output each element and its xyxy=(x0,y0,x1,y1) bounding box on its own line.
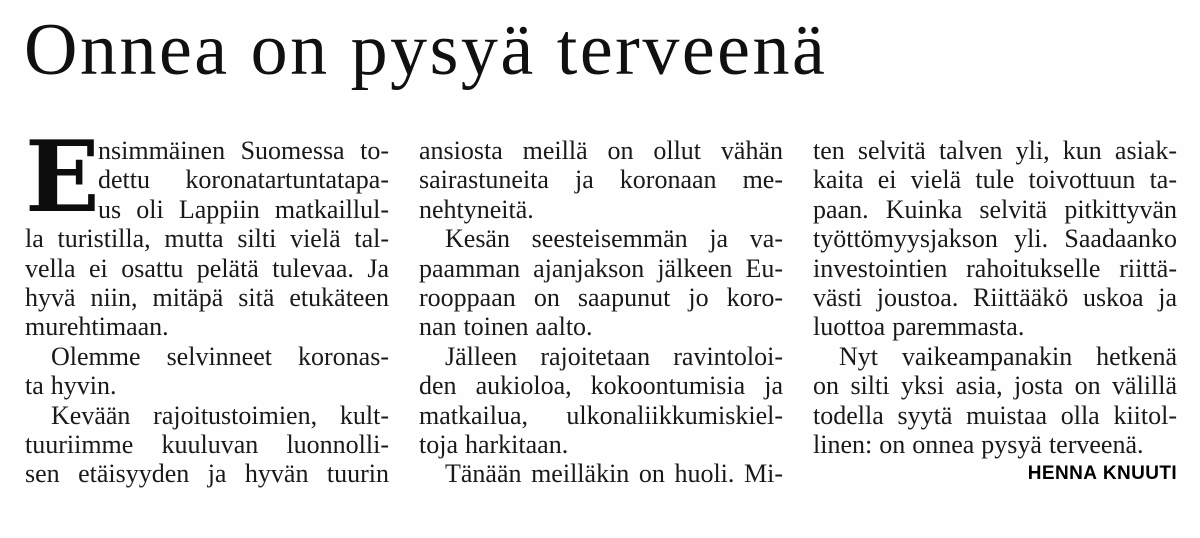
byline: HENNA KNUUTI xyxy=(1027,463,1177,485)
text-line: sen etäisyyden ja hyvän tuurin xyxy=(25,459,389,489)
text-line: murehtimaan. xyxy=(25,312,169,342)
text-line: kaita ei vielä tule toivottuun ta- xyxy=(813,165,1177,195)
text-line: Olemme selvinneet koronas- xyxy=(51,341,389,371)
article-column-2 xyxy=(419,136,783,489)
article-body xyxy=(25,120,1177,489)
article-column-3 xyxy=(813,136,1177,489)
text-line: ansiosta meillä on ollut vähän xyxy=(419,136,783,165)
text-line: on silti yksi asia, josta on välillä xyxy=(813,371,1177,401)
text-line: Nyt vaikeampanakin hetkenä xyxy=(839,341,1177,371)
text-line: todella syytä muistaa olla kiitol- xyxy=(813,400,1177,430)
text-line: la turistilla, mutta silti vielä tal- xyxy=(25,224,389,254)
text-line: nan toinen aalto. xyxy=(419,312,593,342)
text-line: sairastuneita ja koronaan me- xyxy=(419,165,783,195)
dropcap-letter: E xyxy=(25,120,100,235)
text-line: västi joustoa. Riittääkö uskoa ja xyxy=(813,283,1177,313)
text-line: Kesän seesteisemmän ja va- xyxy=(445,224,783,254)
text-line: investointien rahoitukselle riittä- xyxy=(813,253,1177,283)
text-line: nsimmäinen Suomessa to- xyxy=(98,136,389,165)
text-line: Jälleen rajoitetaan ravintoloi- xyxy=(445,341,783,371)
text-line: nehtyneitä. xyxy=(419,194,534,224)
text-line: toja harkitaan. xyxy=(419,430,569,460)
text-line: luottoa paremmasta. xyxy=(813,312,1025,342)
text-line: hyvä niin, mitäpä sitä etukäteen xyxy=(25,283,389,313)
text-line: paan. Kuinka selvitä pitkittyvän xyxy=(813,194,1177,224)
text-line: rooppaan on saapunut jo koro- xyxy=(419,283,783,313)
text-line: Kevään rajoitustoimien, kult- xyxy=(51,400,389,430)
article-headline: Onnea on pysyä terveenä xyxy=(24,9,828,91)
text-line: linen: on onnea pysyä terveenä. xyxy=(813,430,1144,460)
text-line: paamman ajanjakson jälkeen Eu- xyxy=(419,253,783,283)
text-line: vella ei osattu pelätä tulevaa. Ja xyxy=(25,253,389,283)
article-column-1 xyxy=(25,120,389,489)
text-line: ten selvitä talven yli, kun asiak- xyxy=(813,136,1177,165)
text-line: us oli Lappiin matkaillul- xyxy=(98,194,389,224)
text-line: tuuriimme kuuluvan luonnolli- xyxy=(25,430,389,460)
text-line: den aukioloa, kokoontumisia ja xyxy=(419,371,783,401)
text-line: työttömyysjakson yli. Saadaanko xyxy=(813,224,1177,254)
text-line: matkailua, ulkonaliikkumiskiel- xyxy=(419,400,783,430)
text-line: Tänään meilläkin on huoli. Mi- xyxy=(445,459,783,489)
text-line: dettu koronatartuntatapa- xyxy=(98,165,389,195)
text-line: ta hyvin. xyxy=(25,371,117,401)
